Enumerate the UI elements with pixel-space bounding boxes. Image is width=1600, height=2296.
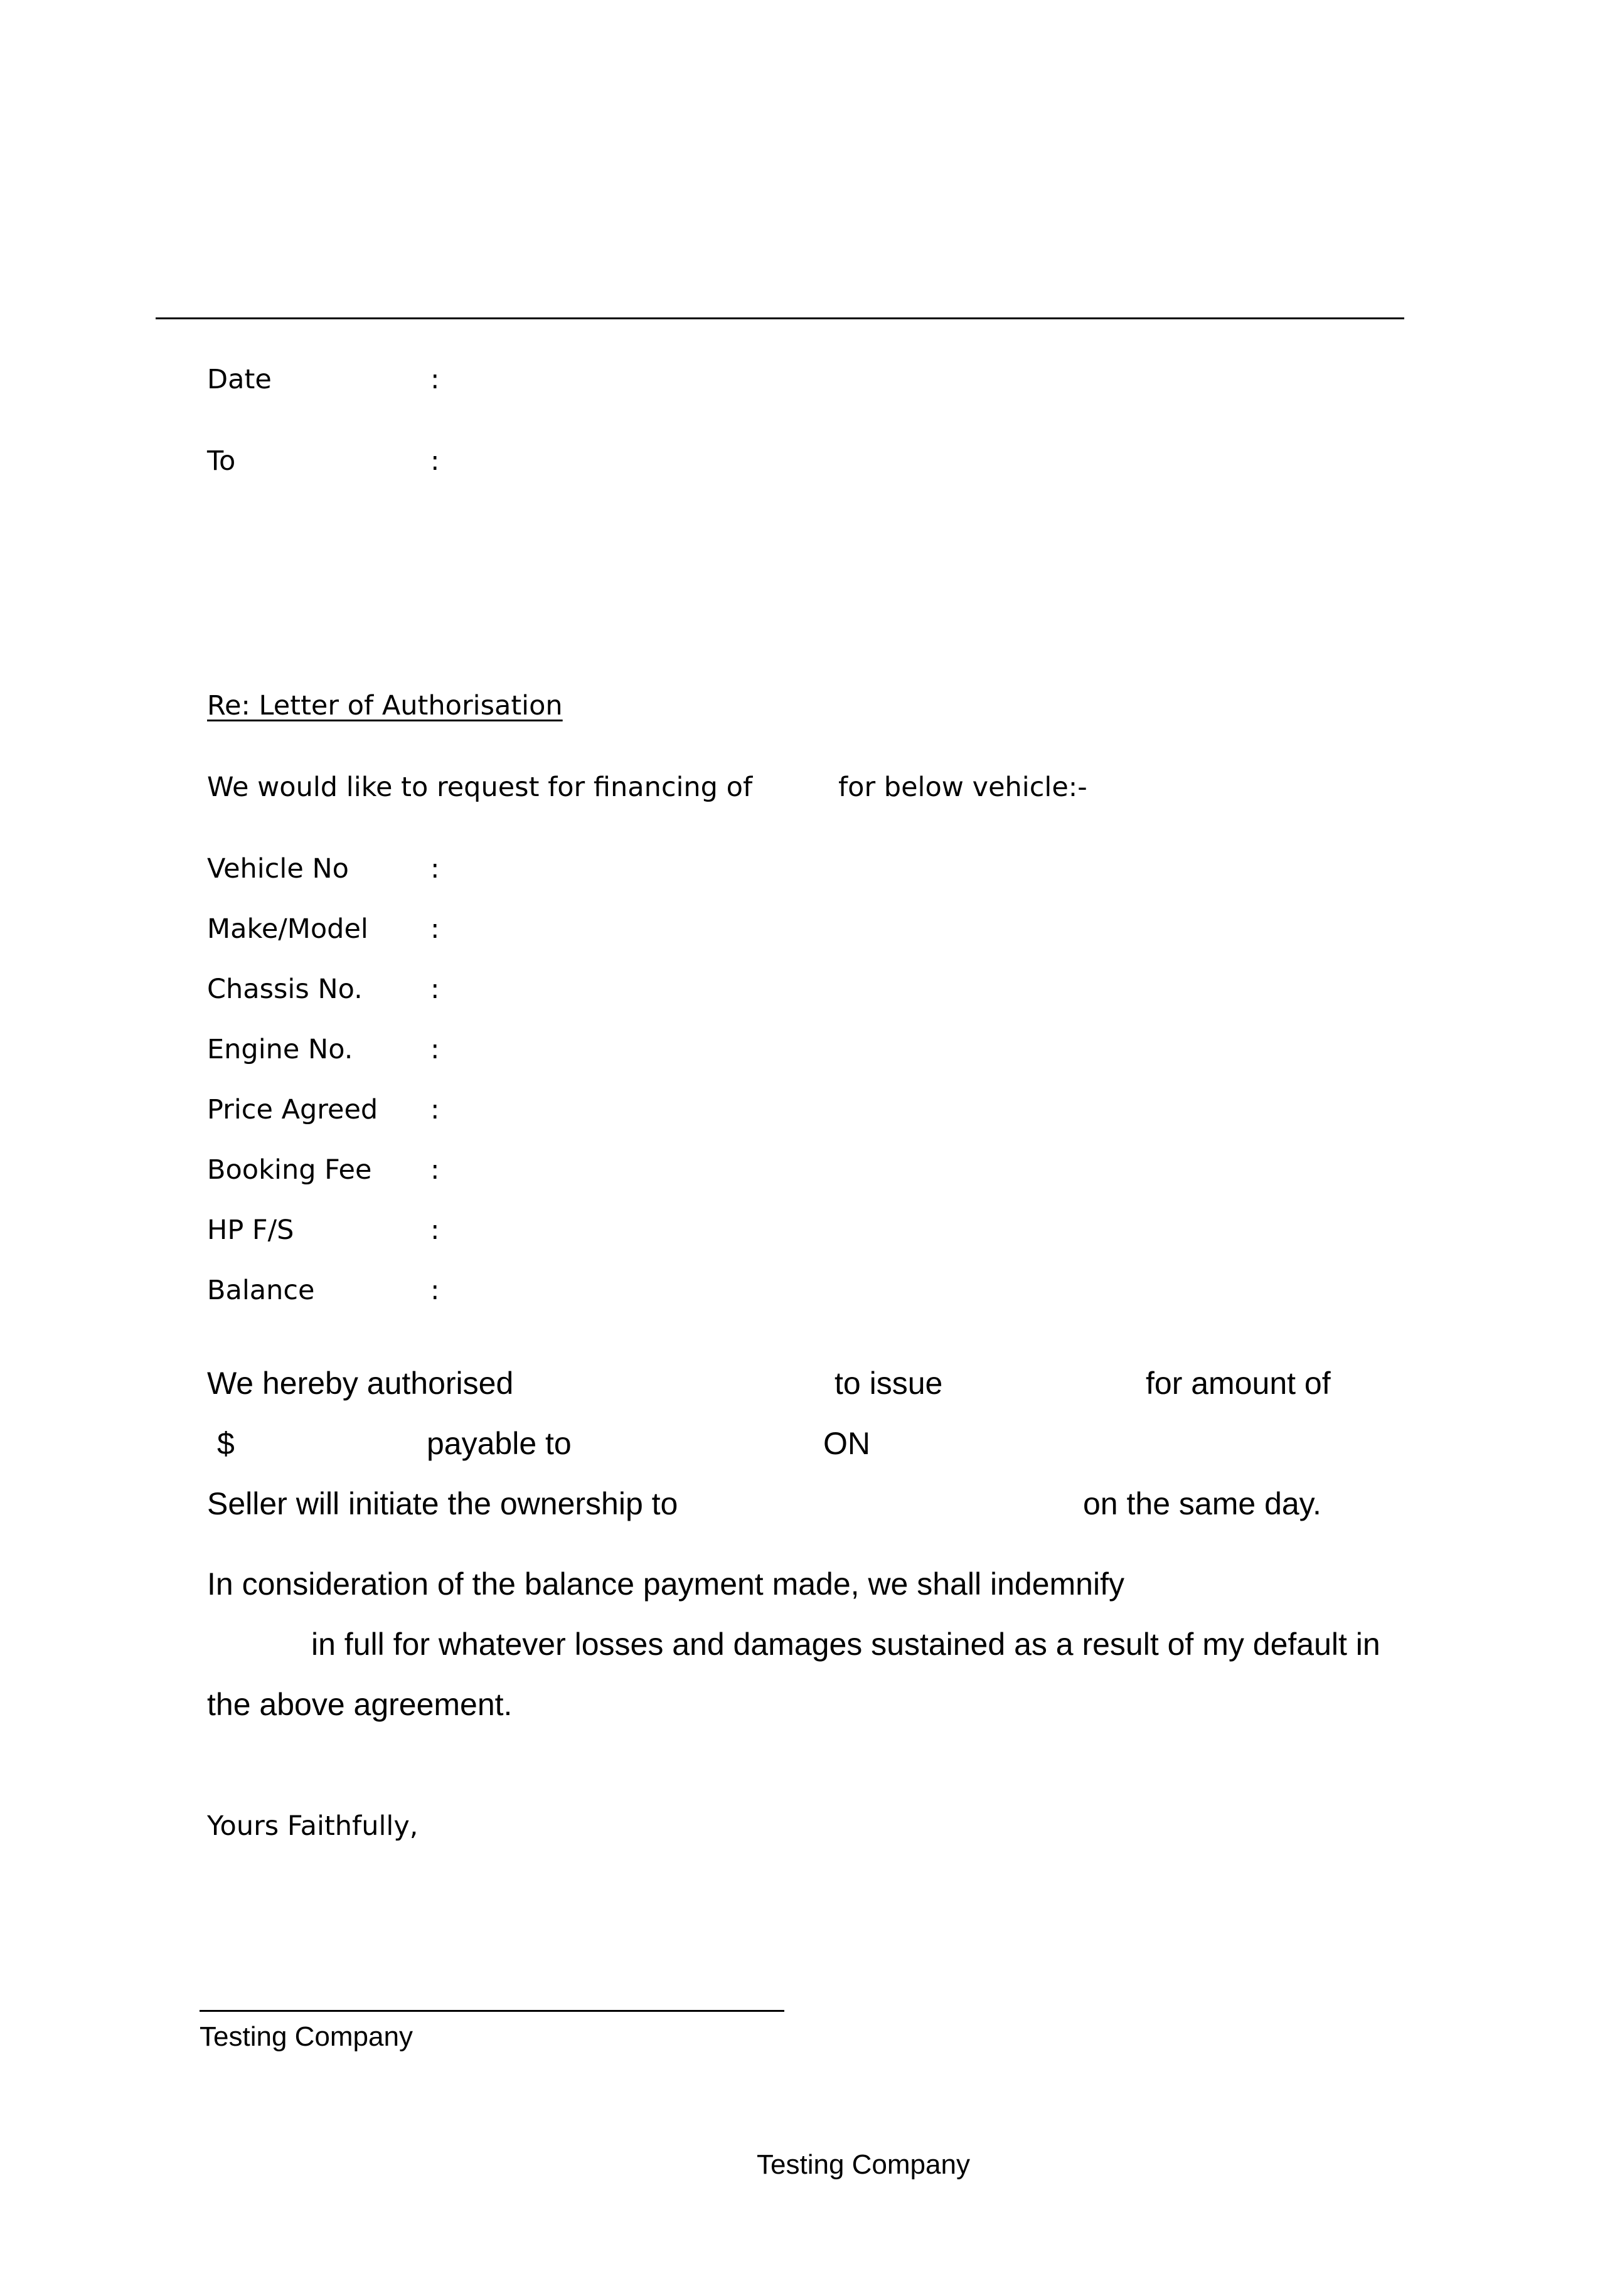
field-colon: :: [430, 913, 440, 945]
field-colon: :: [430, 974, 440, 1005]
seller-text-part2: on the same day.: [1083, 1486, 1321, 1521]
field-colon: :: [430, 1154, 440, 1186]
field-label-engine-no: Engine No.: [207, 1034, 353, 1065]
field-colon: :: [430, 1094, 440, 1125]
field-label-price-agreed: Price Agreed: [207, 1094, 378, 1125]
field-label-hp-fs: HP F/S: [207, 1214, 294, 1246]
field-label-balance: Balance: [207, 1275, 315, 1306]
closing-text: Yours Faithfully,: [207, 1810, 419, 1842]
seller-text-part1: Seller will initiate the ownership to: [207, 1486, 678, 1521]
footer-company-name: Testing Company: [757, 2149, 970, 2180]
request-text-after: for below vehicle:-: [838, 772, 1087, 803]
auth-text-part1: We hereby authorised: [207, 1366, 514, 1401]
field-colon: :: [430, 1034, 440, 1065]
field-colon: :: [430, 853, 440, 885]
indemnify-line-2: in full for whatever losses and damages sustained as a result of my default in: [311, 1627, 1380, 1662]
dollar-sign: $: [217, 1426, 235, 1461]
field-label-booking-fee: Booking Fee: [207, 1154, 372, 1186]
auth-text-part2: to issue: [835, 1366, 943, 1401]
request-text-before: We would like to request for financing of: [207, 772, 753, 803]
to-label: To: [207, 445, 236, 477]
to-colon: :: [430, 445, 440, 477]
field-colon: :: [430, 1275, 440, 1306]
field-label-vehicle-no: Vehicle No: [207, 853, 349, 885]
field-label-make-model: Make/Model: [207, 913, 368, 945]
letter-subject: Re: Letter of Authorisation: [207, 690, 563, 721]
signatory-name: Testing Company: [200, 2021, 413, 2052]
header-rule: [156, 317, 1404, 319]
signature-line: [200, 2010, 784, 2012]
date-label: Date: [207, 364, 272, 395]
field-colon: :: [430, 1214, 440, 1246]
auth-text-part3: for amount of: [1146, 1366, 1331, 1401]
indemnify-line-1: In consideration of the balance payment made, we shall indemnify: [207, 1566, 1124, 1602]
on-text: ON: [823, 1426, 870, 1461]
date-colon: :: [430, 364, 440, 395]
field-label-chassis-no: Chassis No.: [207, 974, 363, 1005]
payable-to-text: payable to: [427, 1426, 572, 1461]
indemnify-line-3: the above agreement.: [207, 1687, 513, 1722]
